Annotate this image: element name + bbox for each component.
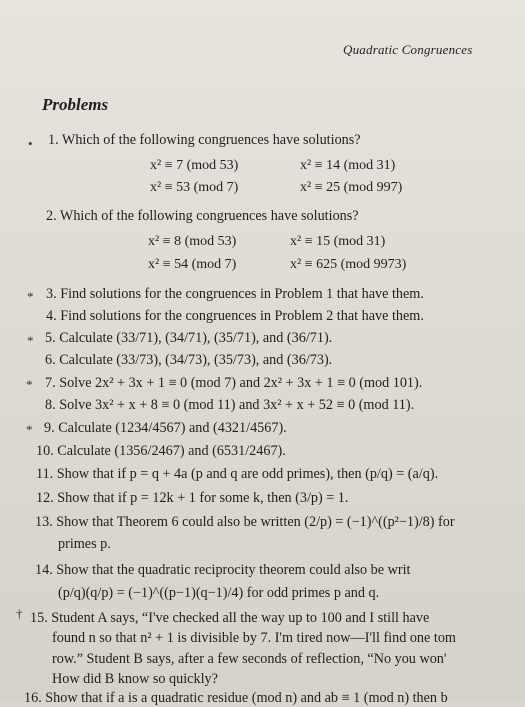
problem-10: 10. Calculate (1356/2467) and (6531/2467). [36,443,286,459]
problem-2-eq-2: x² ≡ 15 (mod 31) [290,234,386,249]
section-title: Problems [42,95,109,114]
marker-star: * [26,377,33,392]
problem-15-line-2: found n so that n² + 1 is divisible by 7. I'm tired now—I'll find one tom [52,630,456,646]
problem-9: 9. Calculate (1234/4567) and (4321/4567). [44,420,287,436]
problem-13-line-2: primes p. [58,536,111,552]
problem-14-line-1: 14. Show that the quadratic reciprocity theorem could also be writ [35,562,411,578]
problem-5: 5. Calculate (33/71), (34/71), (35/71), and (36/71). [45,330,333,346]
problem-15-line-1: 15. Student A says, “I've checked all the way up to 100 and I still have [30,610,430,626]
problem-4: 4. Find solutions for the congruences in Problem 2 that have them. [46,308,424,324]
problem-16: 16. Show that if a is a quadratic residue (mod n) and ab ≡ 1 (mod n) then b [24,690,448,706]
problem-1-eq-3: x² ≡ 53 (mod 7) [150,180,239,195]
problem-2-eq-1: x² ≡ 8 (mod 53) [148,234,237,249]
problem-12: 12. Show that if p = 12k + 1 for some k, then (3/p) = 1. [36,490,349,506]
problem-13-line-1: 13. Show that Theorem 6 could also be written (2/p) = (−1)^((p²−1)/8) for [35,514,455,530]
problem-11: 11. Show that if p = q + 4a (p and q are odd primes), then (p/q) = (a/q). [36,466,439,482]
problem-2-eq-4: x² ≡ 625 (mod 9973) [290,257,407,272]
problem-1-eq-2: x² ≡ 14 (mod 31) [300,158,396,173]
marker-star: * [27,333,34,348]
problem-1-eq-1: x² ≡ 7 (mod 53) [150,158,239,173]
problem-1-eq-4: x² ≡ 25 (mod 997) [300,180,403,195]
problem-15-line-4: How did B know so quickly? [52,671,218,687]
problem-7: 7. Solve 2x² + 3x + 1 ≡ 0 (mod 7) and 2x² + 3x + 1 ≡ 0 (mod 101). [45,375,423,391]
marker-dagger: † [16,606,23,621]
running-header: Quadratic Congruences [343,42,473,57]
problem-3: 3. Find solutions for the congruences in Problem 1 that have them. [46,286,424,302]
marker-dot: • [28,136,33,151]
problem-2: 2. Which of the following congruences have solutions? [46,208,359,224]
marker-star: * [26,422,33,437]
problem-14-line-2: (p/q)(q/p) = (−1)^((p−1)(q−1)/4) for odd primes p and q. [58,585,380,601]
problem-15-line-3: row.” Student B says, after a few seconds of reflection, “No you won' [52,651,447,667]
problem-1: 1. Which of the following congruences have solutions? [48,132,361,148]
problem-2-eq-3: x² ≡ 54 (mod 7) [148,257,237,272]
problem-6: 6. Calculate (33/73), (34/73), (35/73), and (36/73). [45,352,333,368]
marker-star: * [27,289,34,304]
problem-8: 8. Solve 3x² + x + 8 ≡ 0 (mod 11) and 3x² + x + 52 ≡ 0 (mod 11). [45,397,415,413]
